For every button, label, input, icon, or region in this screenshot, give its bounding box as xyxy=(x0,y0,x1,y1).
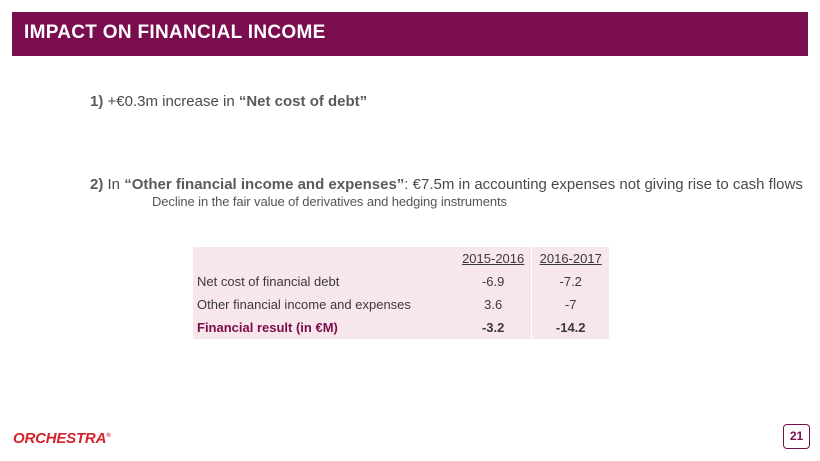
column-header: 2015-2016 xyxy=(455,247,532,270)
page-title: IMPACT ON FINANCIAL INCOME xyxy=(24,22,326,43)
cell-value: -3.2 xyxy=(455,316,532,339)
cell-value: 3.6 xyxy=(455,293,532,316)
table-header-blank xyxy=(193,247,455,270)
bullet-highlight: “Net cost of debt” xyxy=(238,93,368,110)
orchestra-logo xyxy=(13,430,110,447)
financial-income-table xyxy=(193,247,609,339)
cell-value: -7 xyxy=(564,297,577,312)
bullet-text: In xyxy=(107,176,125,193)
column-header: 2016-2017 xyxy=(539,251,602,266)
bullet-number: 2) xyxy=(90,176,104,193)
bullet-text-continued: : €7.5m in accounting expenses not giving rise to cash flows xyxy=(404,176,803,193)
row-label: Financial result (in €M) xyxy=(197,320,338,335)
bullet-number: 1) xyxy=(90,93,104,110)
cell-value: -6.9 xyxy=(455,270,532,293)
bullet-net-cost-of-debt xyxy=(90,93,367,110)
sub-note-text: Decline in the fair value of derivatives and hedging instruments xyxy=(152,194,507,209)
bullet-highlight: “Other financial income and expenses” xyxy=(124,176,405,193)
table-row xyxy=(193,270,609,293)
row-label: Other financial income and expenses xyxy=(197,297,411,312)
title-bar xyxy=(12,12,808,56)
table-header-row xyxy=(193,247,609,270)
bullet-other-financial xyxy=(90,176,803,193)
cell-value: -7.2 xyxy=(559,274,582,289)
table-row-total xyxy=(193,316,609,339)
row-label: Net cost of financial debt xyxy=(197,274,340,289)
registered-mark: ® xyxy=(106,433,111,439)
logo-text: ORCHESTRA xyxy=(13,430,107,447)
sub-note xyxy=(152,194,507,209)
page-number: 21 xyxy=(783,424,810,449)
bullet-text: +€0.3m increase in xyxy=(107,93,239,110)
table-row xyxy=(193,293,609,316)
cell-value: -14.2 xyxy=(555,320,586,335)
